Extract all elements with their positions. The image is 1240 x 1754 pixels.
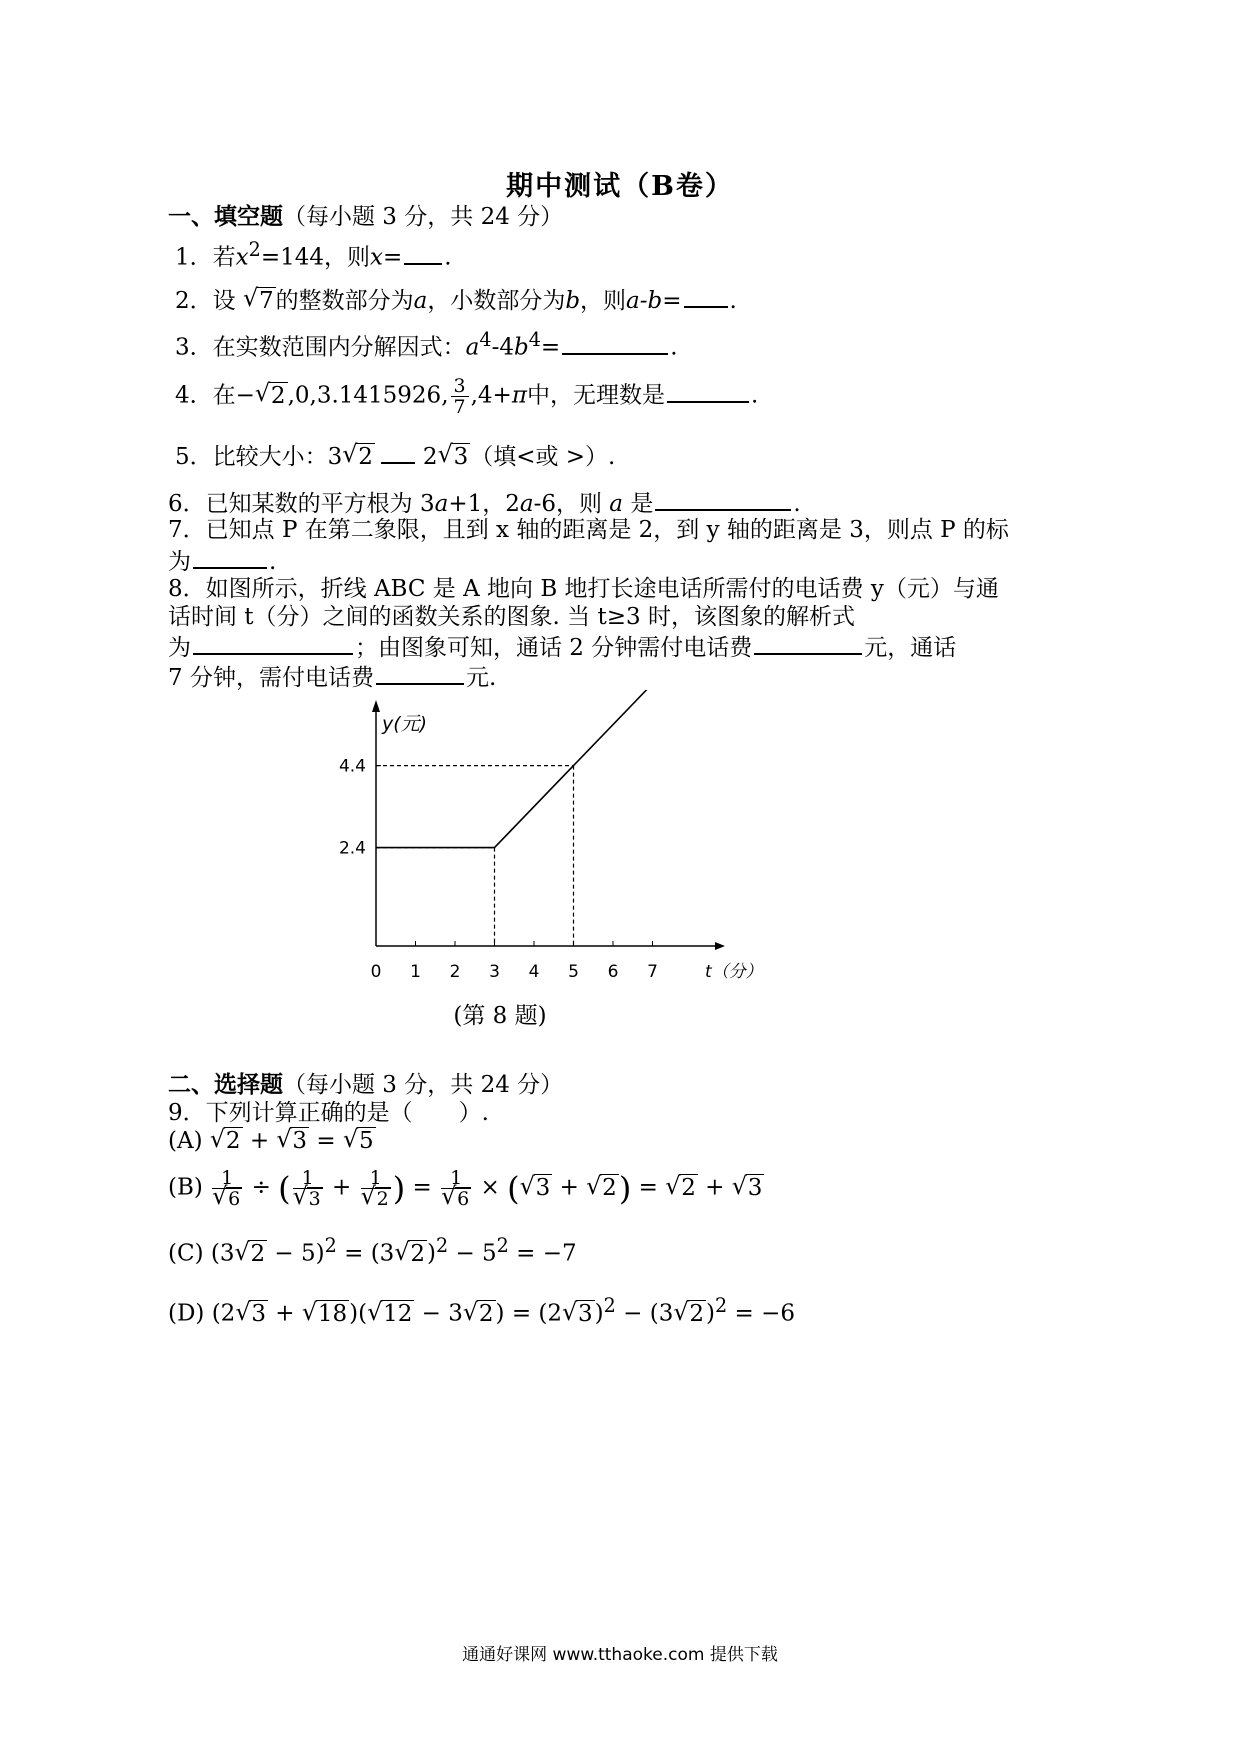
option-d[interactable]: (D) (2√ 3 + √ 18)(√ 12 − 3√ 2) = (2√ 3)$^2$ − (3√ 2)$^2$ = −6 xyxy=(168,1294,795,1327)
q6-text-a: 已知某数的平方根为 3 xyxy=(205,491,435,517)
q3-answer-blank[interactable] xyxy=(562,331,668,355)
footer-source: 通通好课网 www.tthaoke.com 提供下载 xyxy=(462,1645,778,1665)
q8-text-c: 元，通话 xyxy=(864,635,957,661)
q6-answer-blank[interactable] xyxy=(655,487,791,511)
question-8-line-3 xyxy=(168,631,956,664)
q4-sqrt2: √ 2 xyxy=(257,380,288,412)
opt-b-frac2: 1 √ 3 xyxy=(293,1168,323,1209)
q3-end: . xyxy=(670,334,678,361)
q7-end: . xyxy=(269,549,277,575)
y-tick-label: 2.4 xyxy=(338,838,366,859)
page-title: 期中测试（B卷） xyxy=(506,171,734,202)
q3-text-a: 在实数范围内分解因式： xyxy=(212,334,466,361)
q3-number: 3． xyxy=(175,334,213,361)
q8-answer-blank-2[interactable] xyxy=(754,631,862,655)
q6-end: . xyxy=(793,491,801,517)
q1-text-a: 若 xyxy=(212,244,236,271)
q6-var-a2: a xyxy=(519,491,534,517)
q4-text-b: ,0,3.1415926, xyxy=(287,382,449,409)
q8-end: 元. xyxy=(465,665,497,691)
q8-text-a: 为 xyxy=(168,635,191,661)
q2-text-a: 设 xyxy=(212,288,236,314)
question-9-stem: 9．下列计算正确的是（ ）. xyxy=(168,1100,489,1126)
x-tick-label: 6 xyxy=(607,962,619,982)
x-tick-label: 4 xyxy=(528,962,540,982)
option-d-label: (D) xyxy=(168,1300,205,1327)
q3-exp1: 4 xyxy=(479,328,492,351)
q8-text-d: 7 分钟，需付电话费 xyxy=(168,665,374,691)
q3-var-b: b xyxy=(513,334,529,361)
q1-number: 1． xyxy=(175,244,213,271)
option-b[interactable]: (B) 1 √ 6 ÷ ( 1 √ 3 + 1 √ 2 ) = 1 √ 6 × (√ 3 + √ 2) = √ 2 + √ 3 xyxy=(168,1168,764,1209)
question-1 xyxy=(175,234,452,274)
option-c-label: (C) xyxy=(168,1240,204,1267)
q2-text-d: ，则 xyxy=(580,288,627,314)
q7-answer-blank[interactable] xyxy=(193,545,267,569)
q4-text-d: 中，无理数是 xyxy=(526,382,665,409)
q4-answer-blank[interactable] xyxy=(667,379,749,403)
q5-rhs: 2 xyxy=(422,444,438,470)
q8-answer-blank-1[interactable] xyxy=(193,631,353,655)
q2-end: . xyxy=(729,288,737,314)
section-1-title: 一、填空题 xyxy=(168,203,283,230)
q2-var-b: b xyxy=(565,288,581,314)
y-axis-arrow xyxy=(372,700,380,712)
q3-exp2: 4 xyxy=(528,328,541,351)
section-1-heading xyxy=(168,198,563,231)
q1-answer-blank[interactable] xyxy=(404,241,442,265)
x-axis-label: t（分） xyxy=(705,962,763,982)
q6-text-c: -6，则 xyxy=(533,491,602,517)
section-2-title: 二、选择题 xyxy=(168,1071,283,1098)
q6-text-b: +1，2 xyxy=(448,491,520,517)
q4-end: . xyxy=(750,382,759,409)
option-a-label: (A) xyxy=(168,1128,203,1154)
q4-pi: π xyxy=(511,382,527,409)
q8-text-b: ；由图象可知，通话 2 分钟需付电话费 xyxy=(355,635,753,661)
section-1-note: （每小题 3 分，共 24 分） xyxy=(283,204,564,230)
q2-expr: a-b xyxy=(626,288,663,314)
section-2-note: （每小题 3 分，共 24 分） xyxy=(283,1072,564,1098)
opt-b-frac1: 1 √ 6 xyxy=(212,1168,242,1209)
q1-var-x: x xyxy=(235,244,249,271)
figure-caption: (第 8 题) xyxy=(453,1003,547,1029)
q1-exp: 2 xyxy=(248,238,261,261)
q5-sqrt2: √ 2 xyxy=(344,441,375,473)
q6-number: 6． xyxy=(168,491,206,517)
q2-text-c: ，小数部分为 xyxy=(427,288,566,314)
opt-b-frac3: 1 √ 2 xyxy=(361,1168,391,1209)
x-tick-label: 3 xyxy=(489,962,500,982)
x-tick-label: 5 xyxy=(568,962,579,982)
q1-var-x2: x xyxy=(370,244,383,271)
option-c[interactable]: (C) (3√ 2 − 5)$^2$ = (3√ $2)^2 - 5^2 = -7$ xyxy=(168,1234,577,1267)
x-tick-label: 7 xyxy=(647,962,658,982)
opt-b-frac4: 1 √ 6 xyxy=(441,1168,471,1209)
opt-a-sqrt5: √ 5 xyxy=(345,1128,376,1154)
q5-lhs: 3 xyxy=(327,444,343,470)
question-7-line-1: 7．已知点 P 在第二象限，且到 x 轴的距离是 2，到 y 轴的距离是 3，则点 P 的标 xyxy=(168,517,1009,543)
x-tick-label: 1 xyxy=(410,962,421,982)
question-8-line-2: 话时间 t（分）之间的函数关系的图象. 当 t≥3 时，该图象的解析式 xyxy=(168,604,855,630)
question-2 xyxy=(175,284,737,317)
q3-minus: -4 xyxy=(491,334,514,361)
opt-a-sqrt2: √ 2 xyxy=(212,1128,243,1154)
q6-var-a3: a xyxy=(609,491,624,517)
q8-answer-blank-3[interactable] xyxy=(376,661,464,685)
q2-var-a: a xyxy=(413,288,428,314)
q1-text-c: = xyxy=(382,244,403,271)
q3-text-b: = xyxy=(540,334,561,361)
x-axis-arrow xyxy=(715,942,725,950)
question-3 xyxy=(175,324,678,364)
y-axis-label: y(元) xyxy=(382,713,428,735)
q4-text-a: 在 xyxy=(212,382,236,409)
q2-sqrt7: √ 7 xyxy=(245,285,276,317)
q5-answer-blank[interactable] xyxy=(381,440,415,464)
x-tick-label: 0 xyxy=(370,962,382,982)
q2-answer-blank[interactable] xyxy=(684,284,728,308)
x-tick-label: 2 xyxy=(449,962,461,982)
q5-text-a: 比较大小： xyxy=(212,444,328,470)
q4-number: 4． xyxy=(175,382,213,409)
phone-fee-chart xyxy=(330,690,780,1000)
q1-text-b: =144，则 xyxy=(260,244,370,271)
opt-a-sqrt3: √ 3 xyxy=(278,1128,309,1154)
q2-text-e: = xyxy=(662,288,682,314)
q5-sqrt3: √ 3 xyxy=(440,441,471,473)
q3-expr: a xyxy=(465,334,480,361)
q4-neg: − xyxy=(235,382,255,409)
q6-var-a1: a xyxy=(434,491,449,517)
q7-text-a: 为 xyxy=(168,549,191,575)
q5-number: 5． xyxy=(175,444,213,470)
q1-end: . xyxy=(444,244,452,271)
q4-text-c: ,4+ xyxy=(470,382,512,409)
question-8-line-1: 8．如图所示，折线 ABC 是 A 地向 B 地打长途电话所需付的电话费 y（元）与通 xyxy=(168,576,999,602)
option-b-label: (B) xyxy=(168,1174,203,1201)
q2-text-b: 的整数部分为 xyxy=(275,288,414,314)
q6-text-d: 是 xyxy=(630,491,654,517)
question-4 xyxy=(175,376,758,417)
option-a[interactable]: (A) √ 2 + √ 3 = √ 5 xyxy=(168,1128,376,1154)
question-5 xyxy=(175,440,615,473)
q2-number: 2． xyxy=(175,288,213,314)
y-tick-label: 4.4 xyxy=(338,756,366,777)
q5-text-b: （填<或 >）. xyxy=(470,444,616,470)
section-2-heading xyxy=(168,1066,563,1099)
q4-fraction: $\frac{3}{7}$ xyxy=(451,376,469,417)
